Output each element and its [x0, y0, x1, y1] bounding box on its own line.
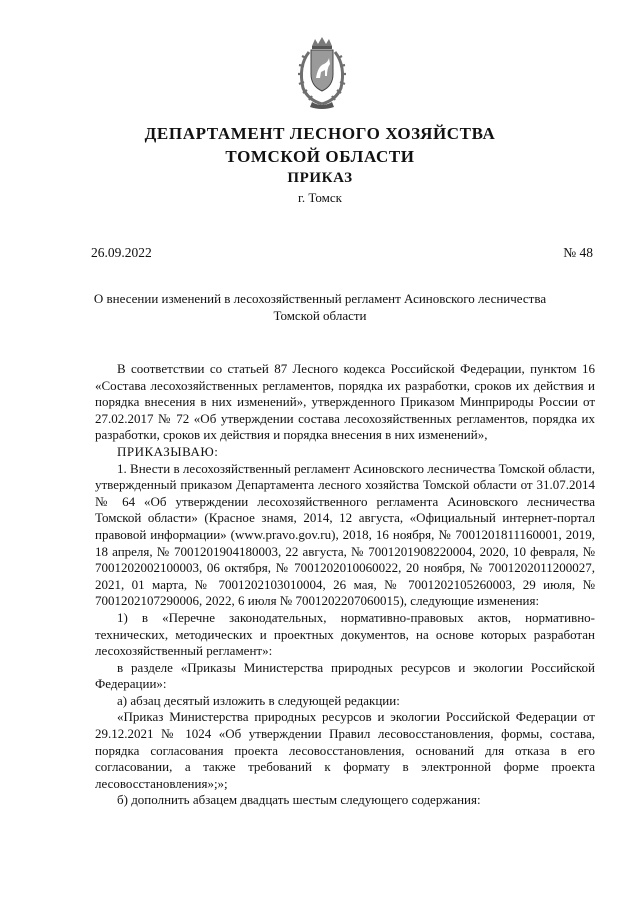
- body-paragraph: «Приказ Министерства природных ресурсов и экологии Российской Федерации от 29.12.2021 № 1024 «Об утверждении Правил лесовосстановления, формы, состава, порядка согласования проекта лесовосстановления, оснований для отказа в его согласовании, а также требований к формату в электронной форме проекта лесовосстановления»;»;: [95, 709, 595, 791]
- coat-of-arms-icon: [294, 36, 350, 110]
- document-number: № 48: [563, 245, 593, 260]
- decree-heading: ПРИКАЗЫВАЮ:: [117, 443, 219, 459]
- body-paragraph: а) абзац десятый изложить в следующей редакции:: [117, 692, 400, 708]
- document-type-title: ПРИКАЗ: [287, 170, 353, 186]
- region-title: ТОМСКОЙ ОБЛАСТИ: [225, 147, 415, 166]
- document-date: 26.09.2022: [91, 245, 152, 260]
- body-paragraph: б) дополнить абзацем двадцать шестым следующего содержания:: [117, 792, 481, 808]
- department-title: ДЕПАРТАМЕНТ ЛЕСНОГО ХОЗЯЙСТВА: [144, 124, 496, 143]
- body-paragraph: 1. Внести в лесохозяйственный регламент Асиновского лесничества Томской области, утвержденный приказом Департамента лесного хозяйства Томской области от 31.07.2014 № 64 «Об утверждении лесохозяйственного регламента Асиновского лесничества Томской области» (Красное знамя, 2014, 12 августа, «Официальный интернет-портал правовой информации» (www.pravo.gov.ru), 2018, 16 ноября, № 7001201811160001, 2019, 18 апреля, № 7001201904180003, 22 августа, № 7001201908220004, 2020, 10 февраля, № 7001202002100003, 06 октября, № 7001202010060022, 20 ноября, № 7001202011200027, 2021, 01 марта, № 7001202103010004, 26 мая, № 7001202105260003, 29 июля, № 7001202107290006, 2022, 6 июля № 7001202207060015), следующие изменения:: [95, 460, 595, 609]
- body-paragraph: В соответствии со статьей 87 Лесного кодекса Российской Федерации, пунктом 16 «Состава лесохозяйственных регламентов, порядка их разработки, сроков их действия и порядка внесения в них изменений», утвержденного Приказом Минприроды России от 27.02.2017 № 72 «Об утверждении состава лесохозяйственных регламентов, порядка их разработки, сроков их действия и порядка внесения в них изменений»,: [95, 361, 595, 443]
- subject-line: Томской области: [273, 308, 367, 323]
- document-subject: [80, 290, 560, 324]
- document-body: [95, 361, 595, 809]
- body-paragraph: 1) в «Перечне законодательных, нормативно-правовых актов, нормативно-технических, методических и проектных документов, на основе которых разработан лесохозяйственный регламент»:: [95, 609, 595, 659]
- city-label: г. Томск: [298, 190, 342, 205]
- subject-line: О внесении изменений в лесохозяйственный регламент Асиновского лесничества: [93, 291, 547, 306]
- body-paragraph: в разделе «Приказы Министерства природных ресурсов и экологии Российской Федерации»:: [95, 659, 595, 692]
